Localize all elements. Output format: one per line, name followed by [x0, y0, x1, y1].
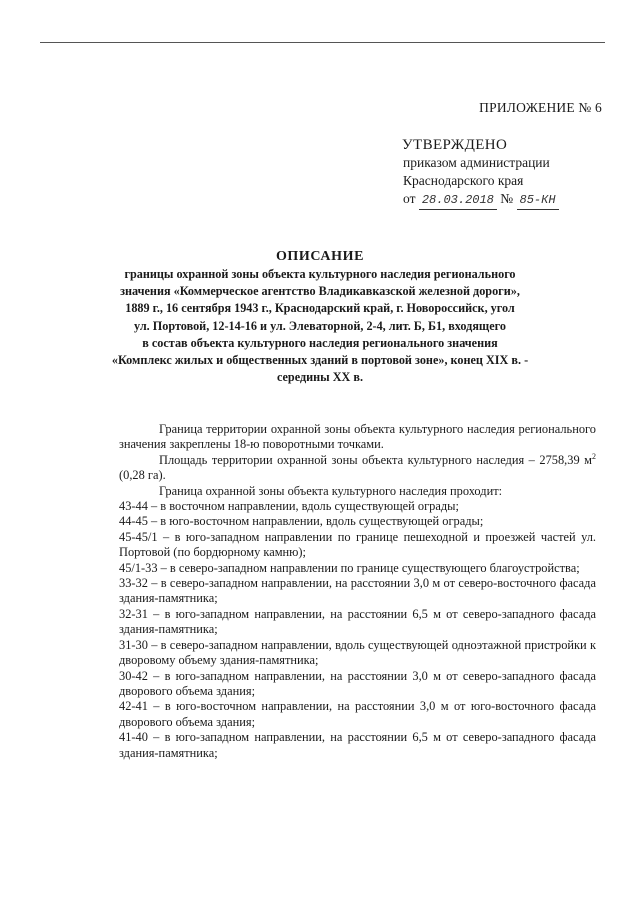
- document-title: ОПИСАНИЕ: [275, 249, 365, 264]
- boundary-segment: 42-41 – в юго-восточном направлении, на расстоянии 3,0 м от юго-восточного фасада дворового объема здания;: [119, 699, 596, 729]
- area-paragraph: [119, 453, 596, 484]
- from-label: от: [403, 191, 416, 206]
- boundary-segment: 43-44 – в восточном направлении, вдоль существующей ограды;: [119, 499, 459, 514]
- subtitle-line: ул. Портовой, 12-14-16 и ул. Элеваторной, 2-4, лит. Б, Б1, входящего: [134, 318, 506, 333]
- subtitle-line: «Комплекс жилых и общественных зданий в портовой зоне», конец XIX в. -: [111, 353, 529, 368]
- approval-date-line: [402, 190, 622, 210]
- document-subtitle: [86, 266, 554, 386]
- boundary-segment: 45-45/1 – в юго-западном направлении по границе пешеходной и проезжей частей ул. Портовой (по бордюрному камню);: [119, 529, 596, 560]
- area-superscript: 2: [592, 451, 596, 461]
- approval-region: Краснодарского края: [403, 173, 524, 188]
- order-date: 28.03.2018: [419, 191, 497, 210]
- boundary-segment: 32-31 – в юго-западном направлении, на расстоянии 6,5 м от северо-западного фасада здания-памятника;: [119, 606, 596, 637]
- area-text: Площадь территории охранной зоны объекта культурного наследия – 2758,39 м: [159, 452, 592, 467]
- number-label: №: [500, 191, 514, 206]
- top-rule-line: [40, 42, 605, 43]
- document-body: [119, 422, 596, 761]
- appendix-label: ПРИЛОЖЕНИЕ № 6: [479, 100, 602, 115]
- subtitle-line: границы охранной зоны объекта культурного наследия регионального: [124, 267, 516, 281]
- subtitle-line: середины XX в.: [276, 370, 364, 385]
- subtitle-line: в состав объекта культурного наследия регионального значения: [142, 335, 498, 350]
- boundary-segment: 45/1-33 – в северо-западном направлении по границе существующего благоустройства;: [119, 560, 580, 575]
- subtitle-line: 1889 г., 16 сентября 1943 г., Краснодарский край, г. Новороссийск, угол: [125, 301, 515, 316]
- approved-stamp: УТВЕРЖДЕНО: [402, 137, 508, 153]
- order-number: 85-КН: [517, 191, 559, 210]
- subtitle-line: значения «Коммерческое агентство Владикавказской железной дороги»,: [120, 284, 520, 299]
- approval-block: [402, 136, 622, 210]
- approval-order: приказом администрации: [403, 155, 550, 170]
- boundary-segment: 30-42 – в юго-западном направлении, на расстоянии 3,0 м от северо-западного фасада дворового объема здания;: [119, 668, 596, 698]
- intro-paragraph: Граница территории охранной зоны объекта культурного наследия регионального значения закреплены 18-ю поворотными точками.: [119, 422, 596, 452]
- boundary-segment: 33-32 – в северо-западном направлении, на расстоянии 3,0 м от северо-восточного фасада здания-памятника;: [119, 576, 596, 606]
- boundary-segment: 44-45 – в юго-восточном направлении, вдоль существующей ограды;: [119, 514, 484, 529]
- boundary-intro: Граница охранной зоны объекта культурного наследия проходит:: [159, 483, 503, 498]
- area-tail: (0,28 га).: [119, 468, 166, 483]
- boundary-segment: 31-30 – в северо-западном направлении, вдоль существующей одноэтажной пристройки к дворовому объему здания-памятника;: [119, 637, 596, 668]
- boundary-segment: 41-40 – в юго-западном направлении, на расстоянии 6,5 м от северо-западного фасада здания-памятника;: [119, 730, 596, 760]
